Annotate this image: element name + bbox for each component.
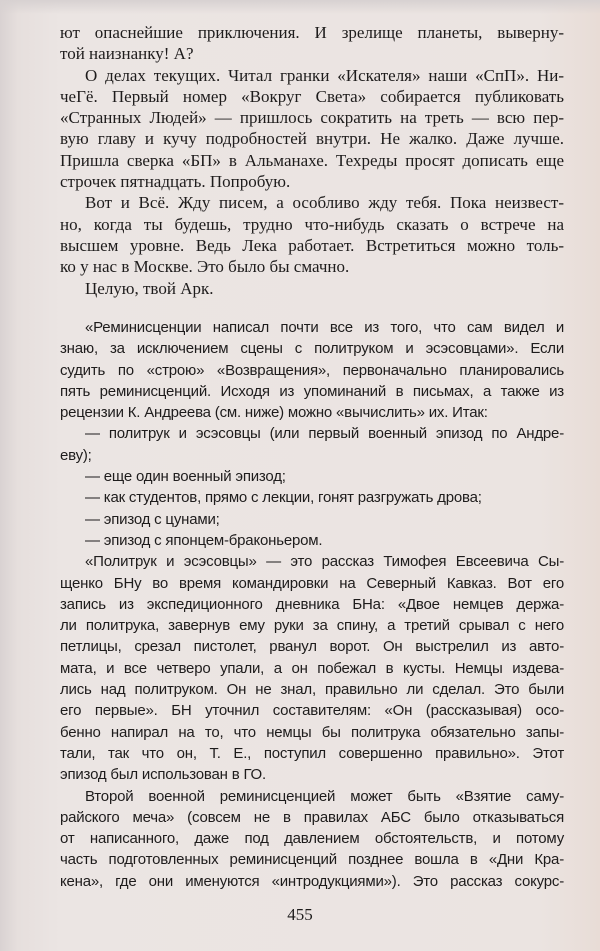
text-line: бенно напирал на то, что немцы бы политрука обязательно запы- [60,723,564,741]
commentary-text [60,317,564,892]
text-line: О делах текущих. Читал гранки «Искателя» наши «СпП». Ни- [85,65,564,85]
text-line: Второй военной реминисценцией может быть «Взятие саму- [85,787,564,805]
text-line: от написанного, даже под давлением обстоятельств, и потому [60,830,564,848]
paragraph [60,278,564,299]
text-line: вую главу и кучу подробностей внутри. Не жалко. Даже лучше. [60,129,564,149]
text-line: запись из экспедиционного дневника БНа: «Двое немцев держа- [60,595,564,613]
text-line: лись над политруком. Он не знал, правильно ли сделал. Это были [60,681,564,699]
text-line: высшем уровне. Ведь Лека работает. Встретиться можно толь- [60,235,564,255]
text-line: часть подготовленных реминисценций позднее вошла в «Дни Кра- [60,851,564,869]
text-line: той наизнанку! А? [60,44,194,64]
text-line: петлицы, срезал пистолет, рванул ворот. Он выстрелил из авто- [60,638,564,656]
text-line: Пришла сверка «БП» в Альманахе. Техреды просят дописать еще [60,150,564,170]
text-line: знаю, за исключением сцены с политруком и эсэсовцами». Если [60,340,564,358]
text-line: ют опаснейшие приключения. И зрелище планеты, выверну- [60,23,564,42]
text-line: еву); [60,446,92,464]
text-line: — как студентов, прямо с лекции, гонят разгружать дрова; [85,489,482,507]
text-line: мата, и все четверо упали, а он побежал в кусты. Немцы издева- [60,659,564,677]
text-line: эпизод был использован в ГО. [60,766,266,784]
text-line: пять реминисценций. Исходя из упоминаний в письмах, а также из [60,382,564,400]
text-line: его первые». БН уточнил составителям: «Он (рассказывая) осо- [60,702,564,720]
paragraph [60,423,564,466]
paragraph [60,192,564,277]
scan-edge-shadow [0,0,600,14]
text-line: щенко БНу во время командировки на Северный Кавказ. Вот его [60,574,564,592]
text-line: — еще один военный эпизод; [85,468,286,486]
text-line: строчек пятнадцать. Попробую. [60,172,291,192]
paragraph [60,509,564,530]
text-line: но, когда ты будешь, трудно что-нибудь сказать о встрече на [60,214,564,234]
paragraph [60,551,564,785]
text-line: ко у нас в Москве. Это было бы смачно. [60,257,350,277]
text-line: Вот и Всё. Жду писем, а особливо жду тебя. Пока неизвест- [85,193,564,213]
paragraph [60,487,564,508]
text-line: рецензии К. Андреева (см. ниже) можно «вычислить» их. Итак: [60,404,488,422]
paragraph [60,466,564,487]
paragraph [60,317,564,423]
text-line: чеГё. Первый номер «Вокруг Света» собирается публиковать [60,86,564,106]
text-line: судить по «строю» «Возвращения», первоначально планировались [60,361,564,379]
text-line: — эпизод с цунами; [85,510,220,528]
page-number: 455 [287,905,313,924]
text-line: «Политрук и эсэсовцы» — это рассказ Тимофея Евсеевича Сы- [85,553,564,571]
text-line: — политрук и эсэсовцы (или первый военный эпизод по Андре- [85,425,564,443]
text-line: — эпизод с японцем-браконьером. [85,531,323,549]
text-line: «Странных Людей» — пришлось сократить на треть — всю пер- [60,108,564,128]
text-line: тали, так что он, Т. Е., поступил совершенно правильно». Этот [60,744,564,762]
text-line: «Реминисценции написал почти все из того, что сам видел и [85,319,564,336]
letter-text [60,22,564,299]
paragraph [60,22,564,65]
paragraph [60,65,564,193]
text-line: кена», где они именуются «интродукциями»). Это рассказ сокурс- [60,872,564,890]
text-line: райского меча» (совсем не в правилах АБС было отказываться [60,808,564,826]
text-line: ли политрука, завернув ему руки за спину, а третий срывал с него [60,617,564,635]
paragraph [60,530,564,551]
text-line: Целую, твой Арк. [85,278,214,298]
paragraph [60,786,564,892]
